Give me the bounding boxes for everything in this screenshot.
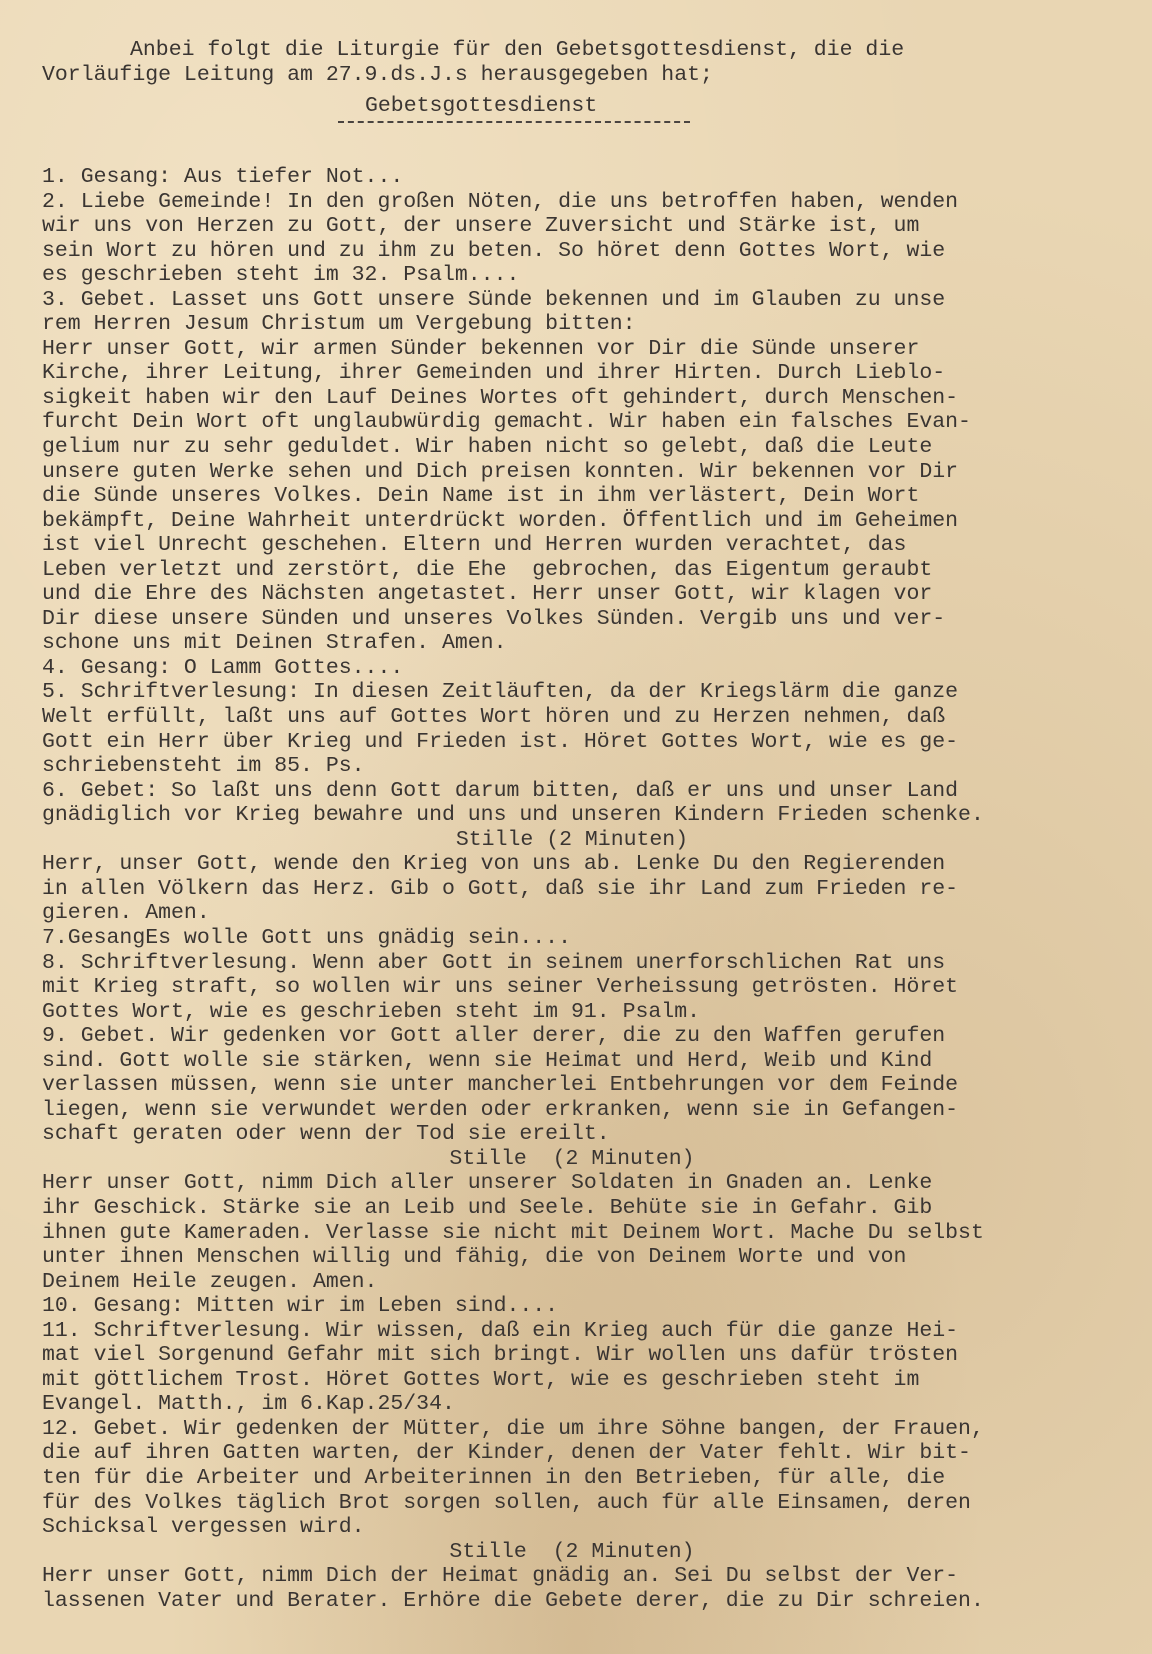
text-line: die auf ihren Gatten warten, der Kinder, denen der Vater fehlt. Wir bit- [42, 1441, 971, 1466]
text-line: 9. Gebet. Wir gedenken vor Gott aller derer, die zu den Waffen gerufen [42, 1024, 946, 1049]
text-line: liegen, wenn sie verwundet werden oder erkranken, wenn sie in Gefangen- [42, 1097, 959, 1122]
text-line: Herr unser Gott, wir armen Sünder bekennen vor Dir die Sünde unserer [42, 336, 920, 361]
text-line: lassenen Vater und Berater. Erhöre die Gebete derer, die zu Dir schreien. [42, 1588, 984, 1613]
text-line: sind. Gott wolle sie stärken, wenn sie Heimat und Herd, Weib und Kind [42, 1048, 933, 1073]
text-line: Herr unser Gott, nimm Dich der Heimat gnädig an. Sei Du selbst der Ver- [42, 1564, 959, 1589]
text-line: rem Herren Jesum Christum um Vergebung bitten: [42, 312, 636, 337]
text-line: Welt erfüllt, laßt uns auf Gottes Wort hören und zu Herzen nehmen, daß [42, 705, 946, 730]
text-line: Gottes Wort, wie es geschrieben steht im 91. Psalm. [42, 999, 701, 1024]
text-line: gnädiglich vor Krieg bewahre und uns und unseren Kindern Frieden schenke. [42, 803, 984, 828]
text-line: 1. Gesang: Aus tiefer Not... [42, 165, 404, 189]
page-title: Gebetsgottesdienst [365, 94, 598, 118]
text-line: es geschrieben steht im 32. Psalm.... [42, 263, 520, 288]
text-line: unsere guten Werke sehen und Dich preisen konnten. Wir bekennen vor Dir [42, 459, 959, 484]
text-line: schone uns mit Deinen Strafen. Amen. [42, 631, 507, 656]
liturgy-body [42, 165, 1122, 1613]
text-line: 11. Schriftverlesung. Wir wissen, daß ein Krieg auch für die ganze Hei- [42, 1318, 959, 1343]
text-line: verlassen müssen, wenn sie unter mancherlei Entbehrungen vor dem Feinde [42, 1073, 959, 1098]
silence-heading: Stille (2 Minuten) [449, 1539, 695, 1564]
text-line: ist viel Unrecht geschehen. Eltern und Herren wurden verachtet, das [42, 533, 907, 558]
silence-heading: Stille (2 Minuten) [449, 1146, 695, 1171]
text-line: Gott ein Herr über Krieg und Frieden ist. Höret Gottes Wort, wie es ge- [42, 729, 959, 754]
text-line: mat viel Sorgenund Gefahr mit sich bringt. Wir wollen uns dafür trösten [42, 1343, 959, 1368]
text-line: Deinem Heile zeugen. Amen. [42, 1269, 378, 1294]
text-line: 6. Gebet: So laßt uns denn Gott darum bitten, daß er uns und unser Land [42, 778, 959, 803]
text-line: unter ihnen Menschen willig und fähig, die von Deinem Worte und von [42, 1245, 907, 1270]
text-line: furcht Dein Wort oft unglaubwürdig gemacht. Wir haben ein falsches Evan- [42, 410, 971, 435]
text-line: ten für die Arbeiter und Arbeiterinnen in den Betrieben, für alle, die [42, 1465, 946, 1490]
text-line: 12. Gebet. Wir gedenken der Mütter, die um ihre Söhne bangen, der Frauen, [42, 1416, 984, 1441]
text-line: schaft geraten oder wenn der Tod sie ereilt. [42, 1122, 610, 1147]
text-line: gieren. Amen. [42, 901, 210, 926]
text-line: Herr unser Gott, nimm Dich aller unserer Soldaten in Gnaden an. Lenke [42, 1171, 933, 1196]
intro-line-2: Vorläufige Leitung am 27.9.ds.J.s herausgegeben hat; [42, 63, 713, 87]
text-line: gelium nur zu sehr geduldet. Wir haben nicht so gelebt, daß die Leute [42, 435, 933, 460]
text-line: mit Krieg straft, so wollen wir uns seiner Verheissung getrösten. Höret [42, 975, 959, 1000]
text-line: für des Volkes täglich Brot sorgen sollen, auch für alle Einsamen, deren [42, 1490, 971, 1515]
title-block [42, 94, 1122, 137]
text-line: Kirche, ihrer Leitung, ihrer Gemeinden und ihrer Hirten. Durch Lieblo- [42, 361, 946, 386]
text-line: Leben verletzt und zerstört, die Ehe gebrochen, das Eigentum geraubt [42, 557, 933, 582]
text-line: sein Wort zu hören und zu ihm zu beten. So höret denn Gottes Wort, wie [42, 238, 946, 263]
text-line: die Sünde unseres Volkes. Dein Name ist in ihm verlästert, Dein Wort [42, 484, 920, 509]
text-line: in allen Völkern das Herz. Gib o Gott, daß sie ihr Land zum Frieden re- [42, 876, 959, 901]
text-line: mit göttlichem Trost. Höret Gottes Wort, wie es geschrieben steht im [42, 1367, 920, 1392]
text-line: 7.GesangEs wolle Gott uns gnädig sein.... [42, 925, 571, 950]
silence-heading: Stille (2 Minuten) [455, 827, 689, 852]
text-line: 4. Gesang: O Lamm Gottes.... [42, 655, 404, 680]
intro-paragraph [42, 38, 1122, 88]
text-line: ihnen gute Kameraden. Verlasse sie nicht mit Deinem Wort. Mache Du selbst [42, 1220, 984, 1245]
title-underline [338, 121, 690, 137]
text-line: Schicksal vergessen wird. [42, 1515, 365, 1540]
text-line: ihr Geschick. Stärke sie an Leib und Seele. Behüte sie in Gefahr. Gib [42, 1195, 933, 1220]
text-line: Herr, unser Gott, wende den Krieg von uns ab. Lenke Du den Regierenden [42, 852, 946, 877]
text-line: schriebensteht im 85. Ps. [42, 754, 365, 779]
text-line: 5. Schriftverlesung: In diesen Zeitläuften, da der Kriegslärm die ganze [42, 680, 959, 705]
text-line: Evangel. Matth., im 6.Kap.25/34. [42, 1392, 455, 1417]
text-line: 8. Schriftverlesung. Wenn aber Gott in seinem unerforschlichen Rat uns [42, 950, 946, 975]
text-line: 2. Liebe Gemeinde! In den großen Nöten, die uns betroffen haben, wenden [42, 189, 959, 214]
text-line: bekämpft, Deine Wahrheit unterdrückt worden. Öffentlich und im Geheimen [42, 508, 959, 533]
text-line: Dir diese unsere Sünden und unseres Volkes Sünden. Vergib uns und ver- [42, 606, 946, 631]
text-line: und die Ehre des Nächsten angetastet. Herr unser Gott, wir klagen vor [42, 582, 933, 607]
intro-line-1: Anbei folgt die Liturgie für den Gebetsgottesdienst, die die [130, 38, 905, 62]
text-line: wir uns von Herzen zu Gott, der unsere Zuversicht und Stärke ist, um [42, 214, 920, 239]
text-line: 10. Gesang: Mitten wir im Leben sind.... [42, 1294, 559, 1319]
text-line: 3. Gebet. Lasset uns Gott unsere Sünde bekennen und im Glauben zu unse [42, 287, 946, 312]
text-line: sigkeit haben wir den Lauf Deines Wortes oft gehindert, durch Menschen- [42, 385, 959, 410]
